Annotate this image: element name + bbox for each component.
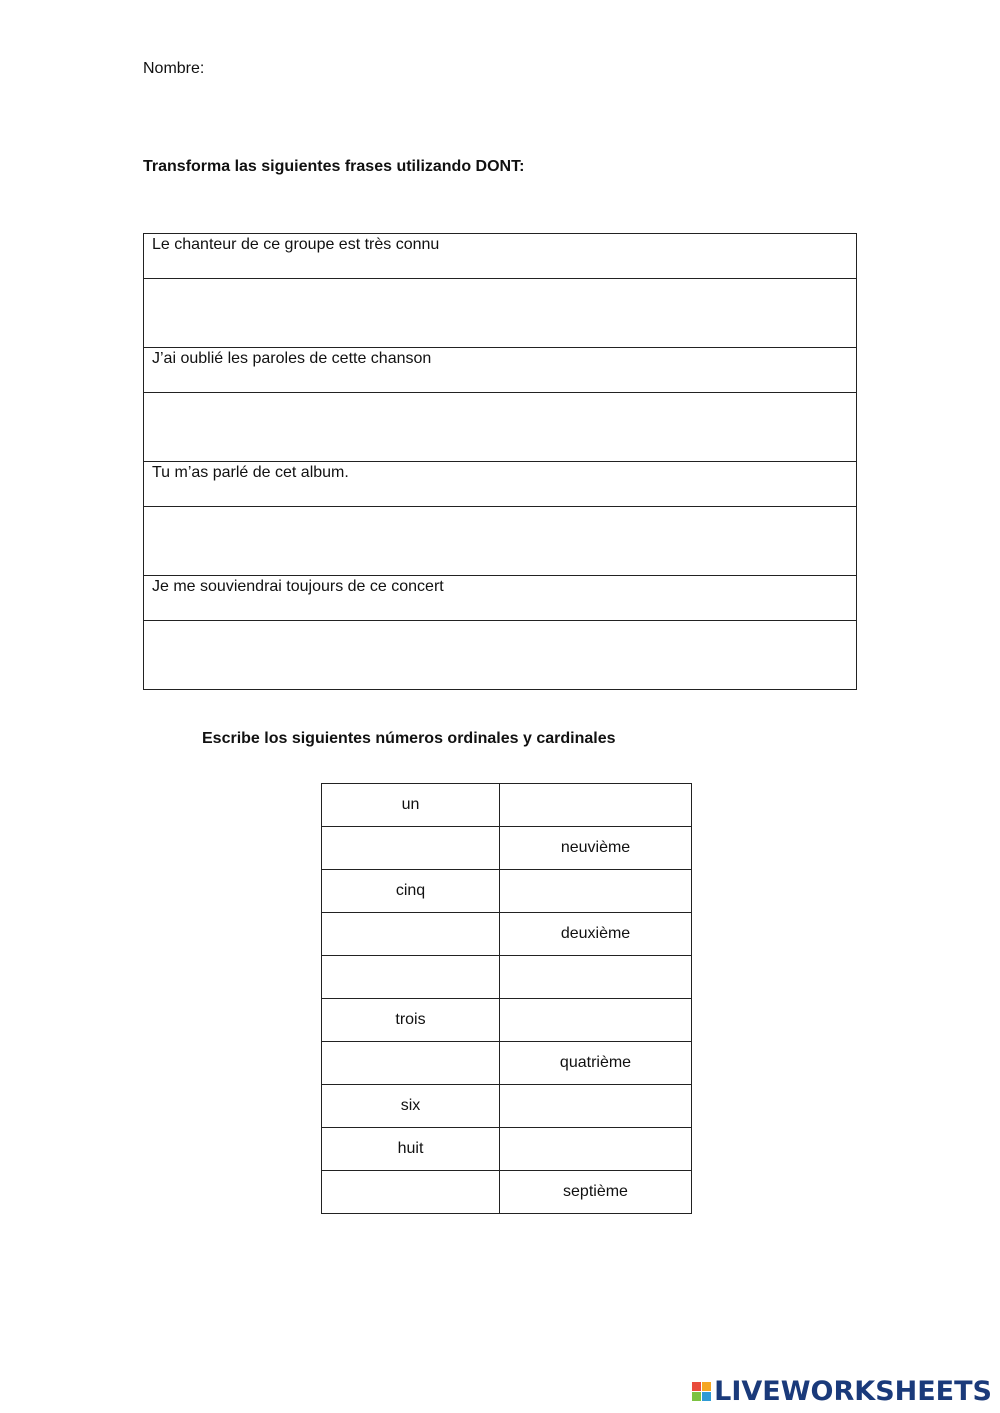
table-row [144,279,857,348]
cardinal-cell[interactable] [322,1042,500,1085]
sentence-prompt: Le chanteur de ce groupe est très connu [144,234,857,279]
ordinal-cell[interactable] [500,956,692,999]
ordinal-cell[interactable] [500,999,692,1042]
table-row [322,1042,692,1085]
ordinal-cell[interactable]: deuxième [500,913,692,956]
ordinal-cell[interactable]: neuvième [500,827,692,870]
table-row [322,870,692,913]
cardinal-cell[interactable]: six [322,1085,500,1128]
table-row [322,956,692,999]
table-row [322,1171,692,1214]
table-row [144,621,857,690]
table-row [144,576,857,621]
ordinal-cell[interactable] [500,870,692,913]
table-row [322,827,692,870]
answer-field[interactable] [144,507,857,576]
table-row [322,784,692,827]
table-row [144,393,857,462]
numbers-table [321,783,692,1214]
answer-field[interactable] [144,621,857,690]
ordinal-cell[interactable]: septième [500,1171,692,1214]
table-row [322,1128,692,1171]
brand-name: LIVEWORKSHEETS [714,1376,992,1407]
table-row [144,462,857,507]
ordinal-cell[interactable] [500,1085,692,1128]
section-1-heading: Transforma las siguientes frases utilizando DONT: [143,158,525,175]
answer-field[interactable] [144,393,857,462]
table-row [144,507,857,576]
cardinal-cell[interactable] [322,1171,500,1214]
logo-square [702,1392,711,1401]
table-row [322,913,692,956]
sentence-prompt: Je me souviendrai toujours de ce concert [144,576,857,621]
cardinal-cell[interactable] [322,913,500,956]
table-row [322,1085,692,1128]
logo-square [692,1382,701,1391]
cardinal-cell[interactable]: huit [322,1128,500,1171]
logo-square [702,1382,711,1391]
cardinal-cell[interactable] [322,956,500,999]
table-row [322,999,692,1042]
answer-field[interactable] [144,279,857,348]
liveworksheets-logo-icon [692,1382,711,1401]
cardinal-cell[interactable]: trois [322,999,500,1042]
logo-square [692,1392,701,1401]
sentences-table [143,233,857,690]
cardinal-cell[interactable]: un [322,784,500,827]
name-label: Nombre: [143,60,205,77]
ordinal-cell[interactable] [500,1128,692,1171]
cardinal-cell[interactable]: cinq [322,870,500,913]
ordinal-cell[interactable]: quatrième [500,1042,692,1085]
table-row [144,348,857,393]
brand-watermark [692,1376,992,1407]
ordinal-cell[interactable] [500,784,692,827]
cardinal-cell[interactable] [322,827,500,870]
sentence-prompt: Tu m’as parlé de cet album. [144,462,857,507]
sentence-prompt: J’ai oublié les paroles de cette chanson [144,348,857,393]
table-row [144,234,857,279]
section-2-heading: Escribe los siguientes números ordinales y cardinales [202,730,616,747]
